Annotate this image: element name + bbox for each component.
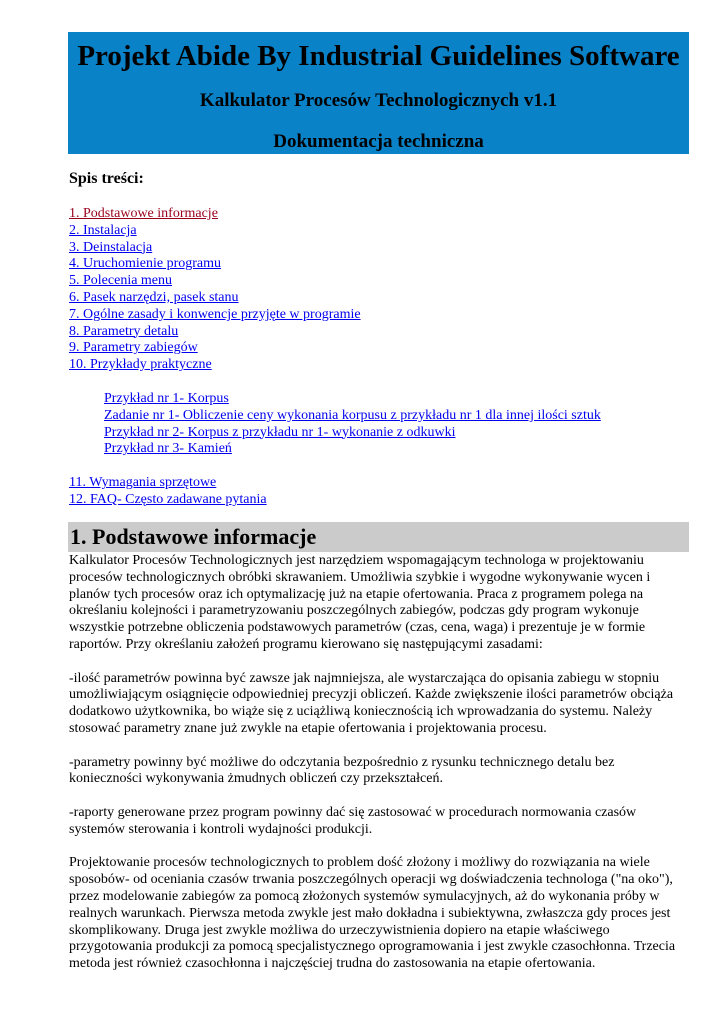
toc-link[interactable]: 7. Ogólne zasady i konwencje przyjęte w programie <box>69 306 361 322</box>
paragraph: -parametry powinny być możliwe do odczytania bezpośrednio z rysunku technicznego detalu bez konieczności wykonywania żmudnych obliczeń czy przekształceń. <box>69 754 615 787</box>
toc-link[interactable]: 12. FAQ- Często zadawane pytania <box>69 491 267 507</box>
section-heading-bar <box>68 522 689 552</box>
toc-link[interactable]: 3. Deinstalacja <box>69 239 153 255</box>
page-title: Projekt Abide By Industrial Guidelines Software <box>77 40 680 72</box>
section-heading: 1. Podstawowe informacje <box>70 524 317 549</box>
toc-title: Spis treści: <box>69 170 144 187</box>
toc-link[interactable]: 8. Parametry detalu <box>69 323 179 339</box>
paragraph: -raporty generowane przez program powinny dać się zastosować w procedurach normowania czasów systemów sterowania i kontroli wydajności produkcji. <box>69 804 637 837</box>
table-of-contents <box>69 206 601 509</box>
paragraph: Projektowanie procesów technologicznych to problem dość złożony i możliwy do rozwiązania na wiele sposobów- od oceniania czasów trwania poszczególnych operacji wg doświadczenia technologa ("na oko"), przez modelowanie zabiegów za pomocą złożonych systemów symulacyjnych, aż do wykonania próby w realnych warunkach. Pierwsza metoda zwykle jest mało dokładna i subiektywna, zwłaszcza gdy proces jest skomplikowany. Druga jest zwykle możliwa do urzeczywistnienia dopiero na etapie właściwego przygotowania produkcji za pomocą specjalistycznego oprogramowania i jest zwykle czasochłonna. Trzecia metoda jest również czasochłonna i najczęściej trudna do zastosowania na etapie ofertowania. <box>69 855 676 972</box>
toc-link[interactable]: 4. Uruchomienie programu <box>69 256 222 272</box>
toc-sublink[interactable]: Zadanie nr 1- Obliczenie ceny wykonania korpusu z przykładu nr 1 dla innej ilości sztuk <box>104 407 601 423</box>
toc-sublist <box>69 391 601 458</box>
spacer <box>69 374 601 391</box>
toc-sublink[interactable]: Przykład nr 3- Kamień <box>104 441 232 457</box>
toc-link[interactable]: 9. Parametry zabiegów <box>69 340 198 356</box>
toc-link[interactable]: 10. Przykłady praktyczne <box>69 357 212 373</box>
title-banner <box>68 32 689 154</box>
toc-link[interactable]: 1. Podstawowe informacje <box>69 206 218 221</box>
spacer <box>69 458 601 475</box>
document-type: Dokumentacja techniczna <box>273 131 484 152</box>
toc-link[interactable]: 2. Instalacja <box>69 222 137 238</box>
section-body <box>69 553 689 990</box>
paragraph: Kalkulator Procesów Technologicznych jest narzędziem wspomagającym technologa w projektowaniu procesów technologicznych obróbki skrawaniem. Umożliwia szybkie i wygodne wykonywanie wycen i planów tych procesów oraz ich optymalizację już na etapie ofertowania. Praca z programem polega na określaniu kolejności i parametryzowaniu poszczególnych zabiegów, podczas gdy program wykonuje wszystkie potrzebne obliczenia podstawowych parametrów (czas, cena, waga) i prezentuje je w formie raportów. Przy określaniu założeń programu kierowano się następującymi zasadami: <box>69 553 651 652</box>
toc-link[interactable]: 5. Polecenia menu <box>69 273 173 289</box>
toc-link[interactable]: 6. Pasek narzędzi, pasek stanu <box>69 289 239 305</box>
paragraph: -ilość parametrów powinna być zawsze jak najmniejsza, ale wystarczająca do opisania zabiegu w stopniu umożliwiającym osiągnięcie odpowiedniej precyzji obliczeń. Każde zwiększenie ilości parametrów obciąża dodatkowo użytkownika, bo wiąże się z uciążliwą koniecznością ich wprowadzania do systemu. Należy stosować parametry znane już zwykle na etapie ofertowania i projektowania procesu. <box>69 670 674 736</box>
toc-sublink[interactable]: Przykład nr 1- Korpus <box>104 390 229 406</box>
toc-link[interactable]: 11. Wymagania sprzętowe <box>69 475 217 491</box>
toc-sublink[interactable]: Przykład nr 2- Korpus z przykładu nr 1- wykonanie z odkuwki <box>104 424 456 440</box>
page-subtitle: Kalkulator Procesów Technologicznych v1.1 <box>199 90 558 111</box>
